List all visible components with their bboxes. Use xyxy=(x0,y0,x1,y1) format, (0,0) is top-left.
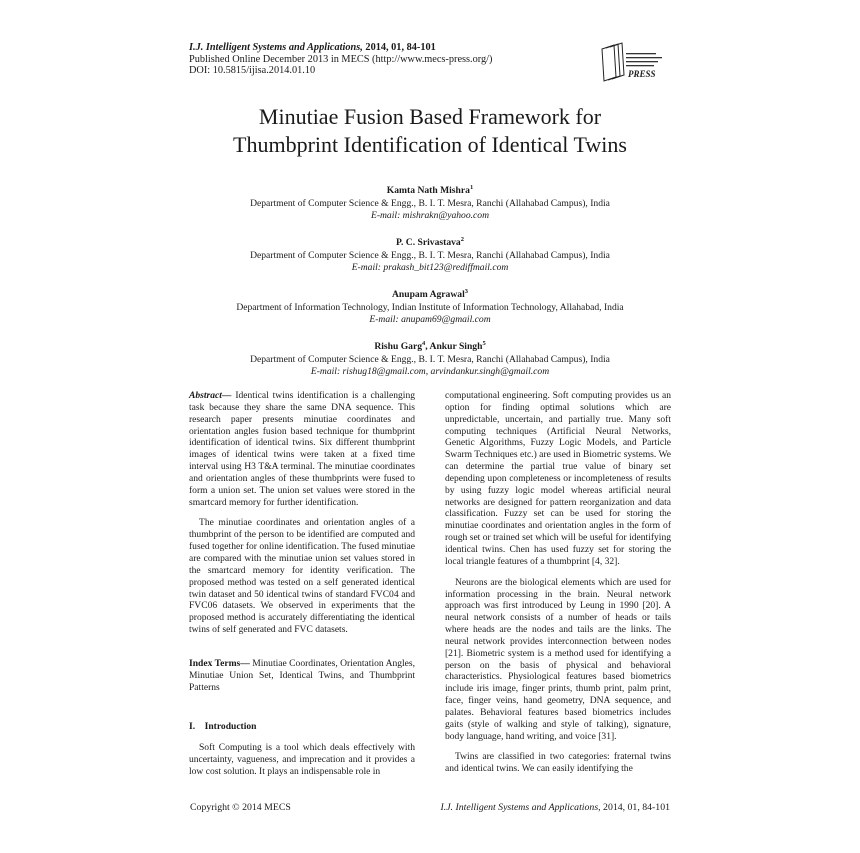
intro-paragraph: Soft Computing is a tool which deals effectively with uncertainty, vagueness, and imprecation and it provides a low cost solution. It plays an indispensable role in xyxy=(189,742,415,777)
published-line: Published Online December 2013 in MECS (http://www.mecs-press.org/) xyxy=(189,53,493,65)
mecs-press-logo xyxy=(600,41,672,83)
author-block-1 xyxy=(150,182,710,222)
author-name: Rishu Garg$^4$, Ankur Singh$^5$ xyxy=(374,340,486,353)
journal-citation xyxy=(189,42,492,54)
footer-copyright: Copyright © 2014 MECS xyxy=(190,802,291,813)
author-name: P. C. Srivastava$^2$ xyxy=(396,236,464,249)
footer-journal-name: I.J. Intelligent Systems and Applications, xyxy=(440,802,601,813)
logo-label: PRESS xyxy=(628,69,656,79)
footer-journal xyxy=(433,802,670,813)
journal-header xyxy=(189,42,492,77)
abstract-label: Abstract xyxy=(189,390,222,401)
abstract xyxy=(189,390,415,508)
section-number: I. xyxy=(189,721,196,733)
abstract-dash: — xyxy=(221,390,232,401)
author-affiliation: Department of Computer Science & Engg., B. I. T. Mesra, Ranchi (Allahabad Campus), India xyxy=(250,353,610,365)
body-paragraph-3: Twins are classified in two categories: fraternal twins and identical twins. We can easily identifying the xyxy=(445,751,671,775)
section-heading xyxy=(189,721,415,733)
author-block-2 xyxy=(150,234,710,274)
author-affiliation: Department of Computer Science & Engg., B. I. T. Mesra, Ranchi (Allahabad Campus), India xyxy=(250,249,610,261)
author-affiliation: Department of Information Technology, Indian Institute of Information Technology, Allahabad, India xyxy=(236,301,624,313)
body-paragraph-2: Neurons are the biological elements which are used for information processing in the brain. Neural network approach was first introduced by Leung in 1990 [20]. A neural network consists of a number of heads or tails where heads are the nodes and tails are the links. The neural network provides interconnection between nodes [21]. Biometric system is a method used for identifying a person on the basis of physical and behavioral characteristics. Physiological features based biometrics include iris image, finger prints, thumb print, palm print, face, finger veins, hand geometry, DNA sequence, and palates. Behavioral features based biometrics includes gaits (style of walking and style of talking), signature, body language, hand writing, and voice [31]. xyxy=(445,576,671,742)
author-name: Kamta Nath Mishra$^1$ xyxy=(386,184,474,197)
author-block-3 xyxy=(150,286,710,326)
author-name: Anupam Agrawal$^3$ xyxy=(391,288,468,301)
body-paragraph-1: computational engineering. Soft computing provides us an option for finding optimal solutions which are unpredictable, uncertain, and partially true. Many soft computing techniques (Artificial Neural Networks, Genetic Algorithms, Fuzzy Logic Models, and Particle Swarm Techniques etc.) are used in Biometric systems. We can determine the partial true value of binary set depending upon completeness or incompleteness of results by using fuzzy logic model whereas artificial neural networks are designed for pattern reorganization and data classification. Fuzzy set can be used for storing the minutiae coordinates and orientation angles in the form of rough set or trained set which will be useful for identifying identical twins. Chen has used fuzzy set for storing the local triangle features of a thumbprint [4, 32]. xyxy=(445,390,671,567)
index-terms-label: Index Terms xyxy=(189,657,241,669)
paper-title xyxy=(160,103,700,159)
abstract-text: Identical twins identification is a challenging task because they share the same DNA sequence. This research paper presents minutiae coordinates and orientation angles fusion based technique for thumbprint identification of identical twins. Six different thumbprint images of identical twins were taken at a fixed time interval using H3 T&A terminal. The minutiae coordinates and orientation angles of these thumbprints were fused to form a union set. The union set values were stored in the smartcard memory for further identification. xyxy=(189,390,415,508)
journal-name: I.J. Intelligent Systems and Applications, xyxy=(189,42,363,53)
author-block-4 xyxy=(150,338,710,378)
doi-line: DOI: 10.5815/ijisa.2014.01.10 xyxy=(189,65,316,77)
index-terms xyxy=(189,658,415,694)
left-column xyxy=(189,390,415,778)
index-terms-dash: — xyxy=(240,657,250,669)
title-line-2: Thumbprint Identification of Identical Twins xyxy=(233,132,627,157)
author-affiliation: Department of Computer Science & Engg., B. I. T. Mesra, Ranchi (Allahabad Campus), India xyxy=(250,197,610,209)
index-terms-text: Minutiae Coordinates, Orientation Angles, Minutiae Union Set, Identical Twins, and Thumbprint Patterns xyxy=(189,657,415,693)
author-email: E-mail: anupam69@gmail.com xyxy=(369,314,491,325)
footer-journal-issue: 2014, 01, 84-101 xyxy=(600,802,670,813)
right-column xyxy=(445,390,671,775)
title-line-1: Minutiae Fusion Based Framework for xyxy=(258,104,602,129)
abstract-paragraph-2: The minutiae coordinates and orientation angles of a thumbprint of the person to be identified are computed and fused together for online identification. The fused minutiae are compared with the minutiae union set values stored in the smartcard memory for identity verification. The proposed method was tested on a self generated identical twin dataset and 50 identical twins of standard FVC04 and FVC06 datasets. We observed in experiments that the proposed method is accurately differentiating the identical twins of self generated and FVC datasets. xyxy=(189,517,415,636)
author-email: E-mail: mishrakn@yahoo.com xyxy=(370,210,490,221)
author-email: E-mail: rishug18@gmail.com, arvindankur.singh@gmail.com xyxy=(310,366,550,377)
author-email: E-mail: prakash_bit123@rediffmail.com xyxy=(351,262,509,273)
journal-issue: 2014, 01, 84-101 xyxy=(362,42,436,53)
section-title: Introduction xyxy=(204,721,257,733)
